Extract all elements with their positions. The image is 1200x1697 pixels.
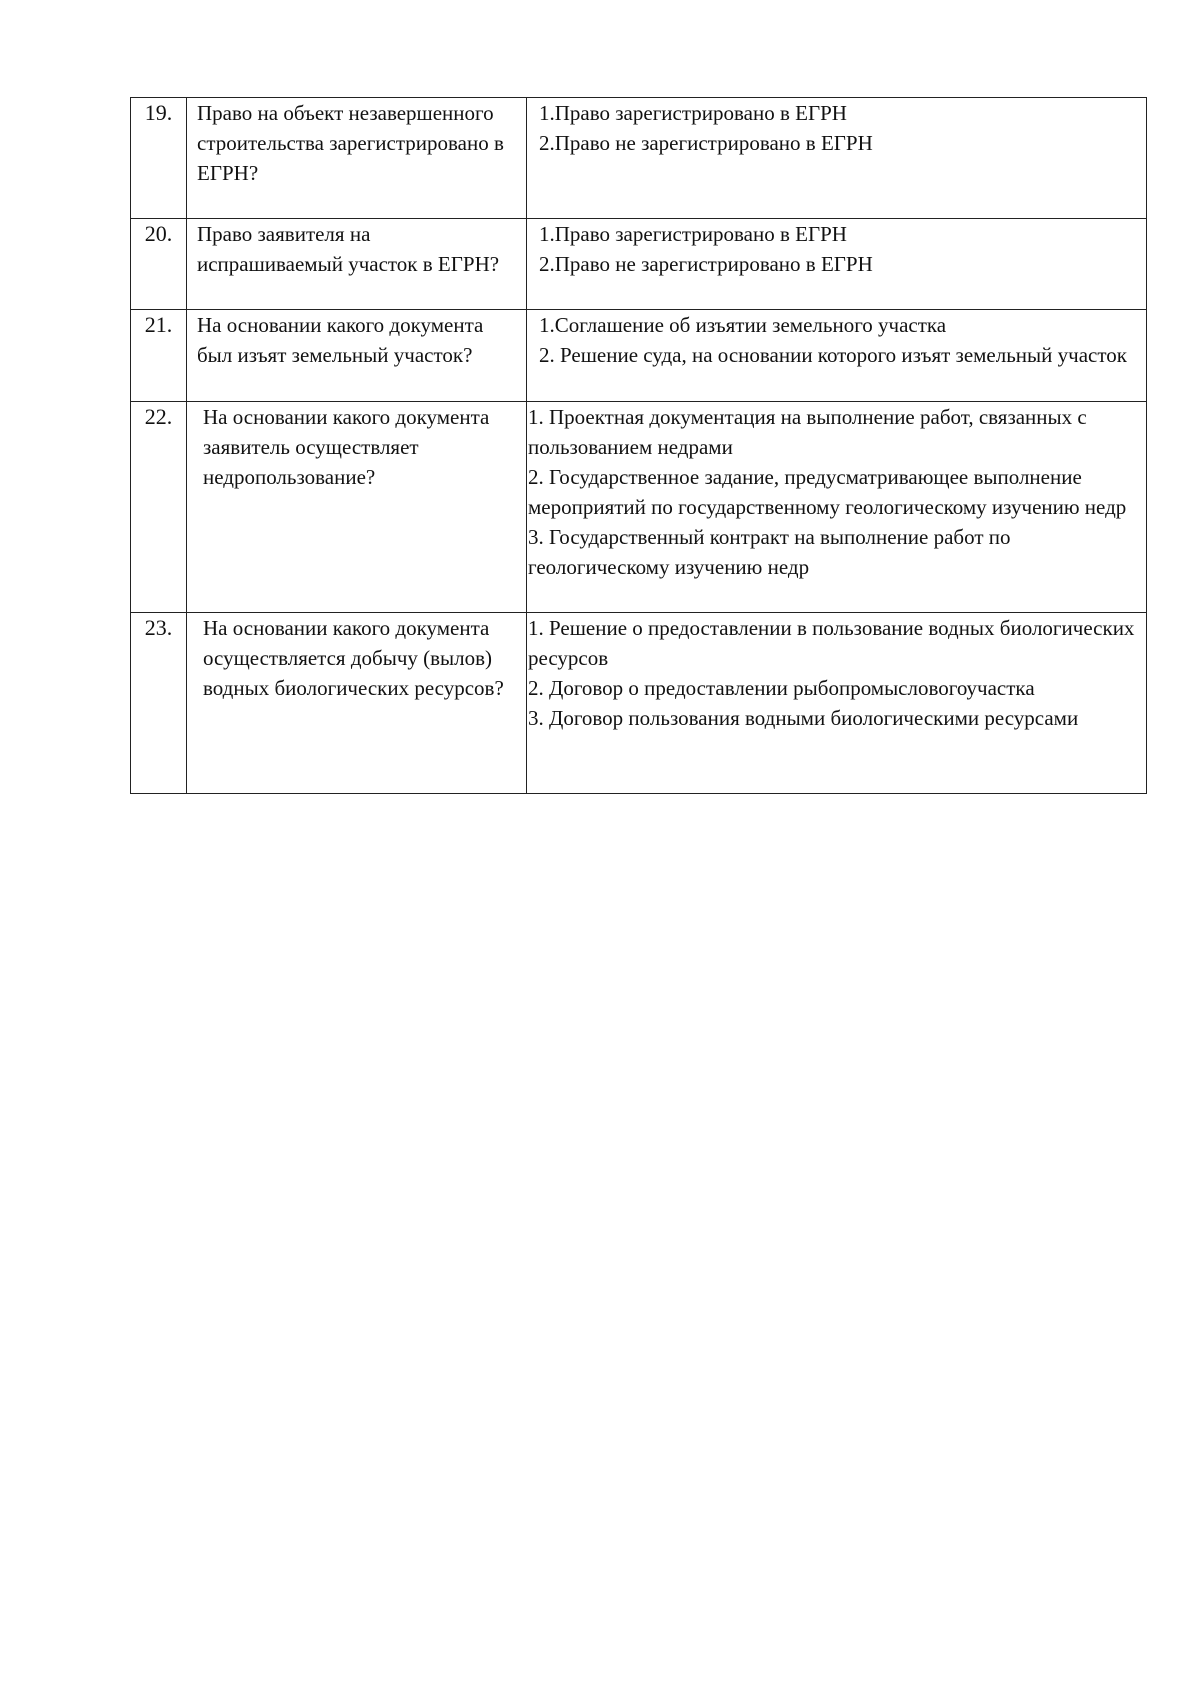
answer-cell [527, 613, 1147, 794]
answer-option: 2. Государственное задание, предусматривающее выполнение мероприятий по государственному геологическому изучению недр [528, 465, 1127, 519]
question-cell [187, 219, 527, 310]
answer-option: 1. Проектная документация на выполнение работ, связанных с пользованием недрами [528, 405, 1087, 459]
question-text: На основании какого документа осуществляется добычу (вылов) водных биологических ресурсов? [203, 616, 504, 700]
answer-cell [527, 310, 1147, 402]
answer-option: 3. Договор пользования водными биологическими ресурсами [528, 706, 1079, 730]
answer-option: 2. Решение суда, на основании которого изъят земельный участок [539, 343, 1127, 367]
row-number: 20. [131, 219, 187, 310]
question-text: На основании какого документа был изъят земельный участок? [197, 313, 484, 367]
answer-option: 1.Право зарегистрировано в ЕГРН [539, 101, 847, 125]
answer-cell [527, 219, 1147, 310]
row-number: 23. [131, 613, 187, 794]
table-row [131, 98, 1147, 219]
row-number: 21. [131, 310, 187, 402]
answer-option: 1. Решение о предоставлении в пользование водных биологических ресурсов [528, 616, 1135, 670]
answer-option: 3. Государственный контракт на выполнение работ по геологическому изучению недр [528, 525, 1011, 579]
question-text: Право на объект незавершенного строительства зарегистрировано в ЕГРН? [197, 101, 504, 185]
answer-option: 1.Право зарегистрировано в ЕГРН [539, 222, 847, 246]
answer-option: 1.Соглашение об изъятии земельного участка [539, 313, 947, 337]
table-row [131, 613, 1147, 794]
question-cell [187, 310, 527, 402]
answer-option: 2.Право не зарегистрировано в ЕГРН [539, 252, 873, 276]
answer-option: 2. Договор о предоставлении рыбопромысловогоучастка [528, 676, 1035, 700]
question-cell [187, 402, 527, 613]
question-cell [187, 613, 527, 794]
table-row [131, 402, 1147, 613]
table-row [131, 219, 1147, 310]
question-text: На основании какого документа заявитель осуществляет недропользование? [203, 405, 490, 489]
row-number: 22. [131, 402, 187, 613]
answer-option: 2.Право не зарегистрировано в ЕГРН [539, 131, 873, 155]
question-cell [187, 98, 527, 219]
question-text: Право заявителя на испрашиваемый участок в ЕГРН? [197, 222, 500, 276]
table-row [131, 310, 1147, 402]
answer-cell [527, 402, 1147, 613]
row-number: 19. [131, 98, 187, 219]
answer-cell [527, 98, 1147, 219]
questions-table [130, 97, 1147, 794]
